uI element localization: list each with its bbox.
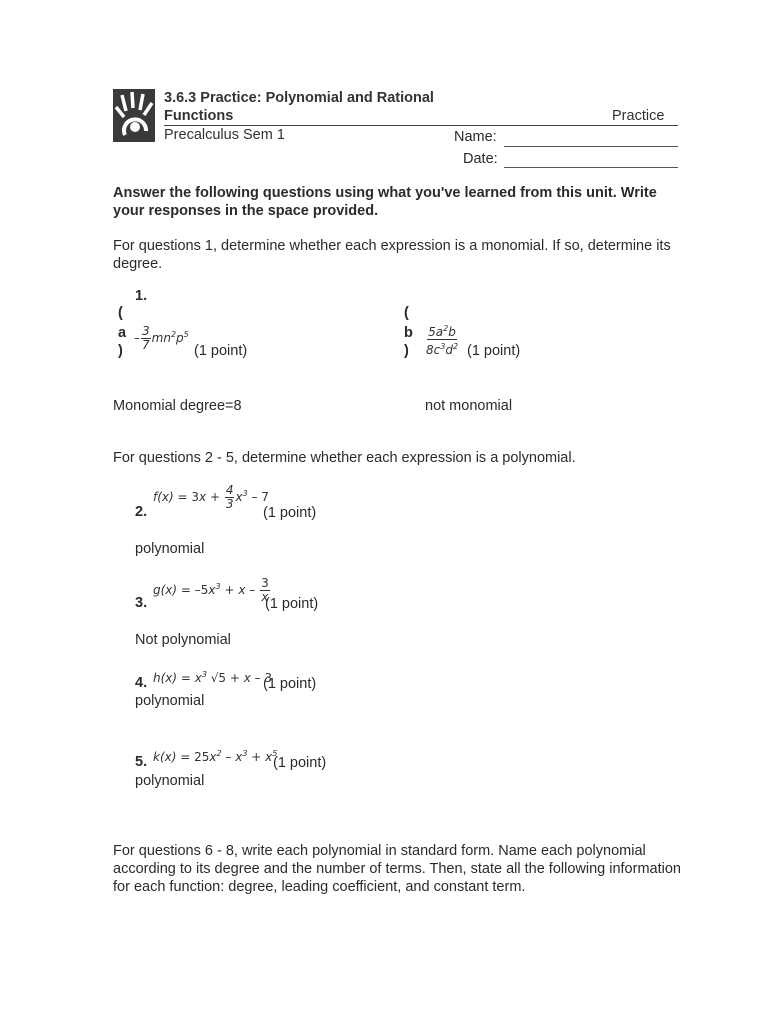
question-1b-points: (1 point): [467, 343, 521, 359]
question-4-points: (1 point): [263, 676, 317, 692]
question-1a-open-paren: (: [118, 305, 123, 321]
answer-1a: Monomial degree=8: [113, 398, 242, 414]
section3-prompt: For questions 6 - 8, write each polynomial in standard form. Name each polynomial according to its degree and the number of terms. Then, state all the following information for each function: degree, leading coefficient, and constant term.: [113, 843, 681, 895]
question-1b-close-paren: ): [404, 343, 409, 359]
date-field[interactable]: [504, 167, 678, 168]
question-5-number: 5.: [135, 754, 148, 770]
expression-4: $h(x) = x^3$ √5 + x – 3: [153, 670, 273, 685]
name-label: Name:: [454, 129, 497, 145]
document-type-label: Practice: [612, 108, 665, 124]
section1-prompt: For questions 1, determine whether each expression is a monomial. If so, determine its degree.: [113, 238, 671, 272]
sun-logo-icon: [113, 89, 155, 142]
answer-3: Not polynomial: [135, 632, 231, 648]
expression-3: $g(x) = -5x^3 + x$ – $\frac{3}{x}$: [153, 576, 269, 604]
instructions: Answer the following questions using what you've learned from this unit. Write your responses in the space provided.: [113, 185, 657, 219]
section2-prompt: For questions 2 - 5, determine whether each expression is a polynomial.: [113, 450, 576, 466]
question-1-number: 1.: [135, 288, 148, 304]
question-5-points: (1 point): [273, 755, 327, 771]
answer-2: polynomial: [135, 541, 205, 557]
course-name: Precalculus Sem 1: [164, 127, 285, 143]
question-3-points: (1 point): [265, 596, 319, 612]
question-1a-points: (1 point): [194, 343, 248, 359]
question-2-points: (1 point): [263, 505, 317, 521]
date-label: Date:: [463, 151, 498, 167]
name-field[interactable]: [504, 146, 678, 147]
question-1b-open-paren: (: [404, 305, 409, 321]
header-divider: [164, 125, 678, 126]
expression-5: $k(x) = 25x^2 - x^3 + x^5$: [153, 749, 278, 764]
page-title: 3.6.3 Practice: Polynomial and Rational Functions: [164, 90, 434, 124]
answer-5: polynomial: [135, 773, 205, 789]
answer-4: polynomial: [135, 693, 205, 709]
expression-1a: – $\frac{3}{7}$ $mn^2p^5$: [134, 324, 189, 352]
question-3-number: 3.: [135, 595, 148, 611]
question-4-number: 4.: [135, 675, 148, 691]
question-2-number: 2.: [135, 504, 148, 520]
expression-1b: $\frac{5a^2b}{8c^3d^2}$: [426, 324, 459, 357]
answer-1b: not monomial: [425, 398, 513, 414]
question-1a-close-paren: ): [118, 343, 123, 359]
question-1b-letter: b: [404, 325, 413, 341]
question-1a-letter: a: [118, 325, 127, 341]
expression-2: f(x) = 3x + $\frac{4}{3}$ $x^3 - 7$: [153, 483, 269, 511]
